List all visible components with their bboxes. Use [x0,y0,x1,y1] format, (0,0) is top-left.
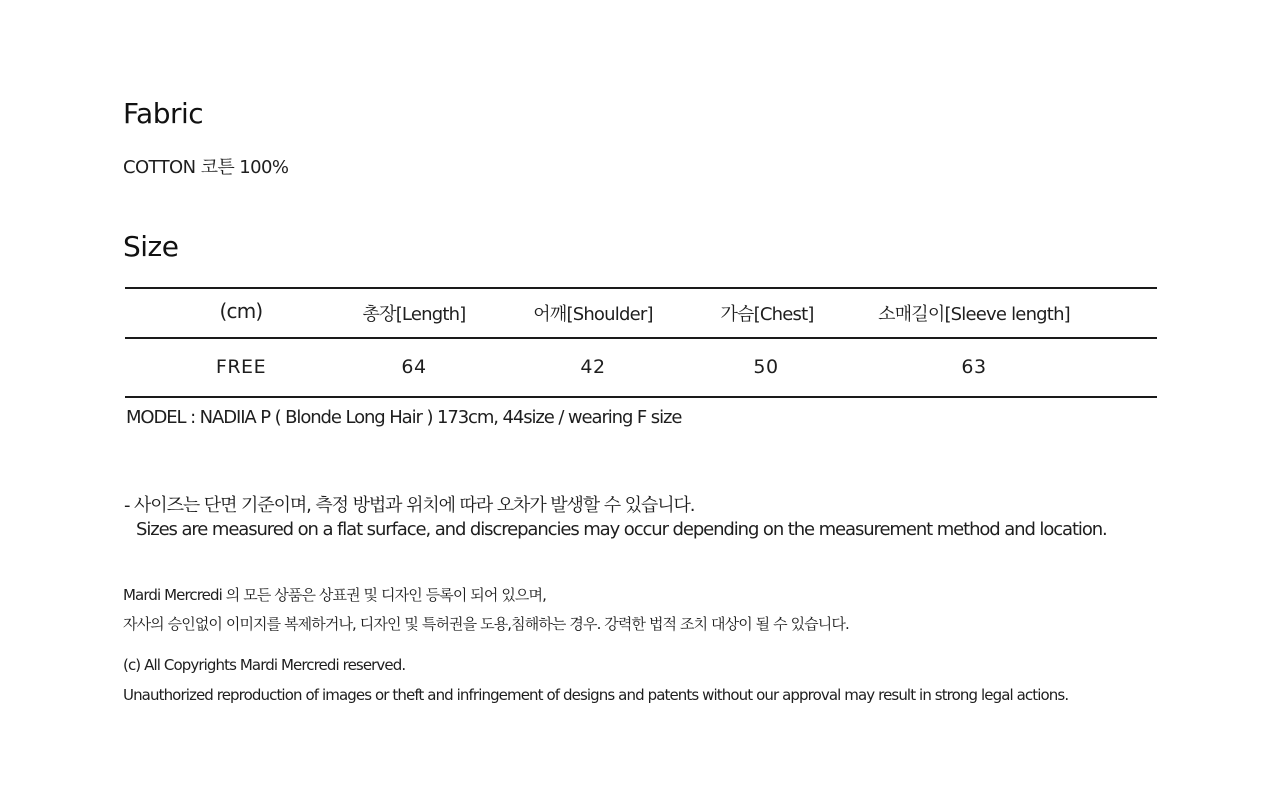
copyright-notice: (c) All Copyrights Mardi Mercredi reserved. [123,656,406,674]
sleeve-length-value: 63 [961,356,987,378]
copyright-english-warning: Unauthorized reproduction of images or theft and infringement of designs and patents without our approval may result in strong legal actions. [123,686,1069,704]
shoulder-value: 42 [580,356,606,378]
column-header-shoulder: 어깨[Shoulder] [533,304,653,325]
length-value: 64 [401,356,427,378]
table-header-rule [125,337,1157,339]
measurement-notice-english: Sizes are measured on a flat surface, and discrepancies may occur depending on the measurement method and location. [136,519,1107,540]
column-header-length: 총장[Length] [362,304,466,325]
column-header-sleeve-length: 소매길이[Sleeve length] [878,304,1070,325]
table-top-rule [125,287,1157,289]
fabric-heading: Fabric [123,97,204,130]
model-note: MODEL : NADIIA P ( Blonde Long Hair ) 173cm, 44size / wearing F size [126,407,682,428]
column-header-unit: (cm) [219,299,263,323]
trademark-notice-line2: 자사의 승인없이 이미지를 복제하거나, 디자인 및 특허권을 도용,침해하는 경우. 강력한 법적 조치 대상이 될 수 있습니다. [123,615,849,633]
chest-value: 50 [753,356,779,378]
measurement-notice-korean: - 사이즈는 단면 기준이며, 측정 방법과 위치에 따라 오차가 발생할 수 있습니다. [124,495,695,516]
size-heading: Size [123,230,179,263]
fabric-composition: COTTON 코튼 100% [123,157,289,178]
trademark-notice-line1: Mardi Mercredi 의 모든 상품은 상표권 및 디자인 등록이 되어 있으며, [123,586,546,604]
size-label: FREE [215,356,267,378]
column-header-chest: 가슴[Chest] [720,304,814,325]
table-bottom-rule [125,396,1157,398]
